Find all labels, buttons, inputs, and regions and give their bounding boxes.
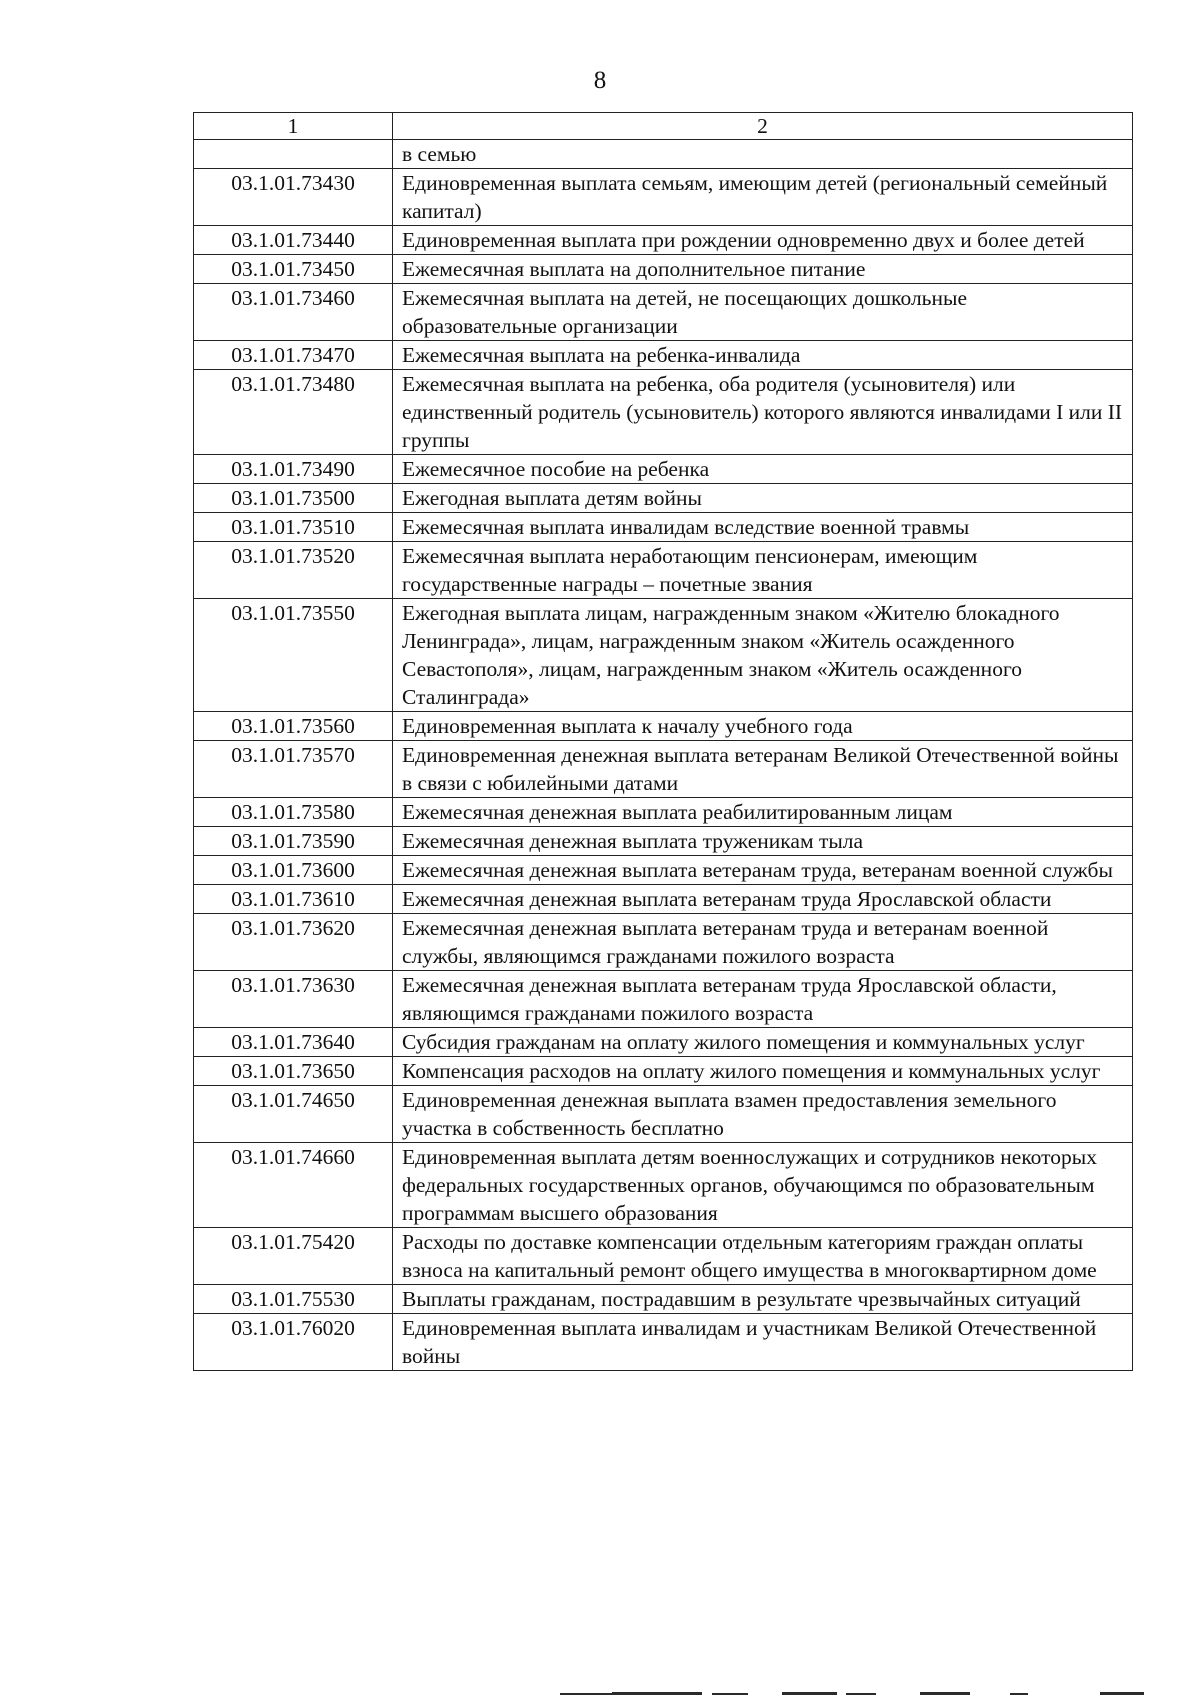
row-name: Ежемесячная денежная выплата ветеранам труда Ярославской области, являющимся гражданами пожилого возраста [393,971,1133,1028]
row-name: Ежемесячная выплата инвалидам вследствие военной травмы [393,513,1133,542]
table-row [194,798,1133,827]
row-code: 03.1.01.73650 [194,1057,393,1086]
row-code: 03.1.01.73590 [194,827,393,856]
table-row [194,226,1133,255]
row-code: 03.1.01.73450 [194,255,393,284]
row-code: 03.1.01.73550 [194,599,393,712]
table-row [194,255,1133,284]
table-row [194,885,1133,914]
table-row [194,1285,1133,1314]
table-row [194,599,1133,712]
table-row [194,484,1133,513]
row-name: Ежемесячная денежная выплата реабилитированным лицам [393,798,1133,827]
row-name: Единовременная денежная выплата ветеранам Великой Отечественной войны в связи с юбилейными датами [393,741,1133,798]
row-code: 03.1.01.73560 [194,712,393,741]
row-code: 03.1.01.73570 [194,741,393,798]
table-row [194,455,1133,484]
row-code: 03.1.01.75420 [194,1228,393,1285]
column-header-name: 2 [393,113,1133,140]
table-row [194,140,1133,169]
table-row [194,370,1133,455]
row-name: Выплаты гражданам, пострадавшим в результате чрезвычайных ситуаций [393,1285,1133,1314]
table-row [194,1057,1133,1086]
row-code: 03.1.01.73520 [194,542,393,599]
row-name: Ежемесячная выплата на ребенка, оба родителя (усыновителя) или единственный родитель (усыновитель) которого являются инвалидами I или II группы [393,370,1133,455]
row-name: Компенсация расходов на оплату жилого помещения и коммунальных услуг [393,1057,1133,1086]
table-row [194,1028,1133,1057]
row-name: Ежемесячная денежная выплата ветеранам труда Ярославской области [393,885,1133,914]
row-code: 03.1.01.73490 [194,455,393,484]
row-code [194,140,393,169]
row-code: 03.1.01.73610 [194,885,393,914]
row-name: Единовременная денежная выплата взамен предоставления земельного участка в собственность бесплатно [393,1086,1133,1143]
row-name: Ежемесячная денежная выплата труженикам тыла [393,827,1133,856]
row-code: 03.1.01.73630 [194,971,393,1028]
row-code: 03.1.01.73500 [194,484,393,513]
row-name: в семью [393,140,1133,169]
row-name: Субсидия гражданам на оплату жилого помещения и коммунальных услуг [393,1028,1133,1057]
table-row [194,1314,1133,1371]
table-row [194,169,1133,226]
row-code: 03.1.01.73640 [194,1028,393,1057]
table-row [194,741,1133,798]
row-code: 03.1.01.74650 [194,1086,393,1143]
row-code: 03.1.01.75530 [194,1285,393,1314]
table-row [194,1143,1133,1228]
row-name: Ежемесячная выплата неработающим пенсионерам, имеющим государственные награды – почетные звания [393,542,1133,599]
table-row [194,827,1133,856]
row-name: Единовременная выплата семьям, имеющим детей (региональный семейный капитал) [393,169,1133,226]
row-name: Ежегодная выплата лицам, награжденным знаком «Жителю блокадного Ленинграда», лицам, награжденным знаком «Житель осажденного Севастополя», лицам, награжденным знаком «Житель осажденного Сталинграда» [393,599,1133,712]
row-name: Единовременная выплата при рождении одновременно двух и более детей [393,226,1133,255]
row-name: Ежемесячное пособие на ребенка [393,455,1133,484]
table-row [194,513,1133,542]
table-row [194,284,1133,341]
page-number: 8 [593,67,607,94]
table-header-row [194,113,1133,140]
scan-artifact-marks [0,1688,1200,1700]
table-row [194,914,1133,971]
row-code: 03.1.01.73440 [194,226,393,255]
table-body [194,140,1133,1371]
row-code: 03.1.01.73510 [194,513,393,542]
row-code: 03.1.01.74660 [194,1143,393,1228]
table-row [194,1228,1133,1285]
row-name: Ежемесячная выплата на ребенка-инвалида [393,341,1133,370]
row-name: Ежемесячная выплата на детей, не посещающих дошкольные образовательные организации [393,284,1133,341]
row-name: Ежемесячная выплата на дополнительное питание [393,255,1133,284]
row-name: Ежегодная выплата детям войны [393,484,1133,513]
table-row [194,856,1133,885]
row-code: 03.1.01.73430 [194,169,393,226]
row-name: Ежемесячная денежная выплата ветеранам труда, ветеранам военной службы [393,856,1133,885]
row-code: 03.1.01.73600 [194,856,393,885]
budget-codes-table [193,112,1133,1371]
row-code: 03.1.01.73460 [194,284,393,341]
table-row [194,971,1133,1028]
row-code: 03.1.01.73470 [194,341,393,370]
row-name: Единовременная выплата инвалидам и участникам Великой Отечественной войны [393,1314,1133,1371]
row-name: Единовременная выплата к началу учебного года [393,712,1133,741]
row-code: 03.1.01.73620 [194,914,393,971]
row-name: Ежемесячная денежная выплата ветеранам труда и ветеранам военной службы, являющимся гражданами пожилого возраста [393,914,1133,971]
table-row [194,542,1133,599]
column-header-code: 1 [194,113,393,140]
row-name: Единовременная выплата детям военнослужащих и сотрудников некоторых федеральных государственных органов, обучающимся по образовательным программам высшего образования [393,1143,1133,1228]
table-row [194,712,1133,741]
table-row [194,341,1133,370]
row-code: 03.1.01.76020 [194,1314,393,1371]
table-row [194,1086,1133,1143]
row-code: 03.1.01.73580 [194,798,393,827]
row-name: Расходы по доставке компенсации отдельным категориям граждан оплаты взноса на капитальный ремонт общего имущества в многоквартирном доме [393,1228,1133,1285]
row-code: 03.1.01.73480 [194,370,393,455]
